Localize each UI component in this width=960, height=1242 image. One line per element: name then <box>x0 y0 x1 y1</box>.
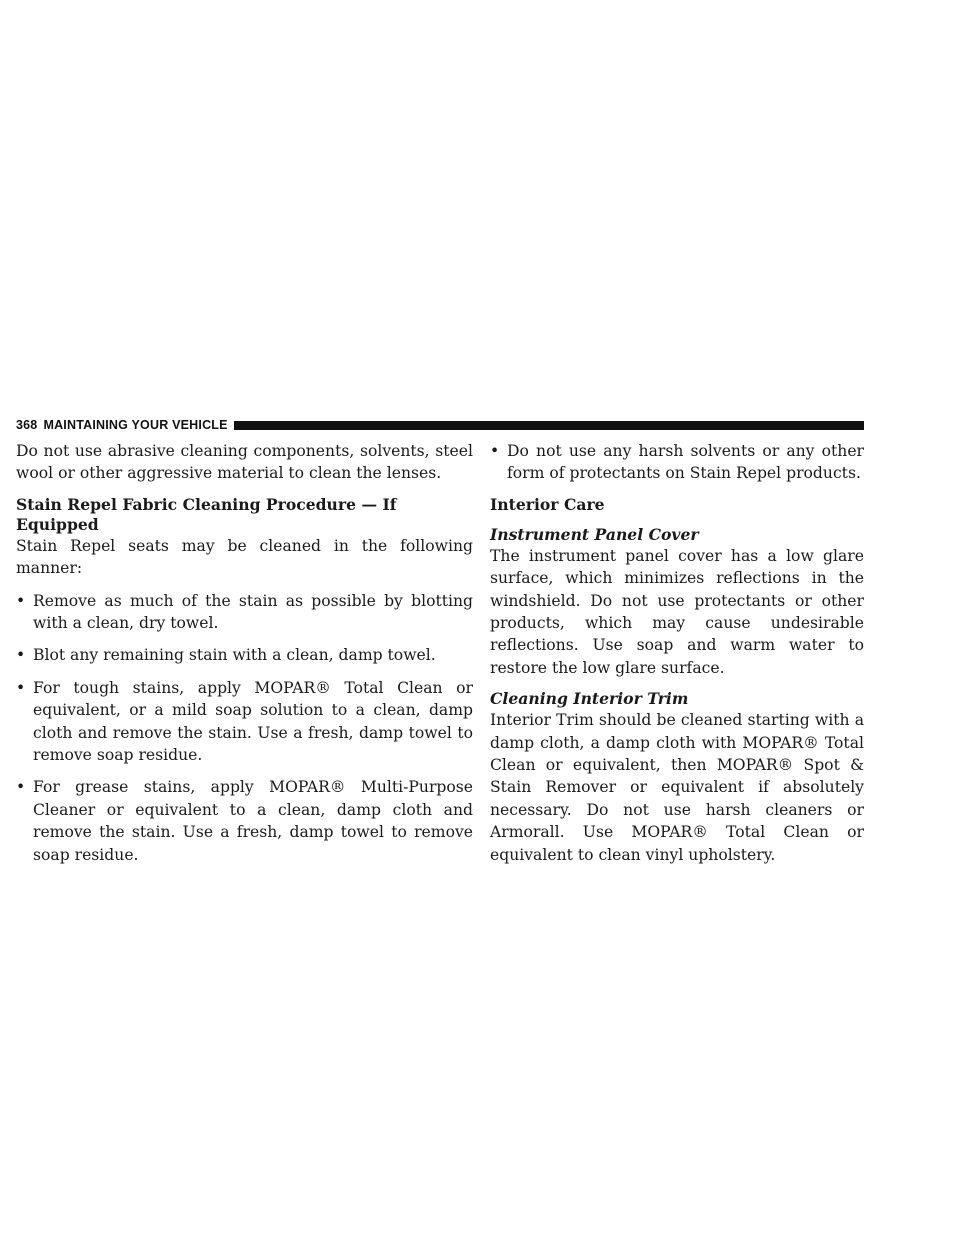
list-item <box>16 776 473 866</box>
list-item-text: For tough stains, apply MOPAR® Total Clean or equivalent, or a mild soap solution to a clean, damp cloth and remove the stain. Use a fresh, damp towel to remove soap residue. <box>33 678 473 765</box>
list-item <box>16 590 473 635</box>
list-item <box>16 677 473 767</box>
stain-repel-list <box>16 590 473 866</box>
bullet-icon: • <box>16 646 26 665</box>
bullet-icon: • <box>16 591 26 610</box>
stain-repel-list-continued <box>490 440 864 485</box>
stain-repel-intro: Stain Repel seats may be cleaned in the following manner: <box>16 536 473 578</box>
list-item-text: Do not use any harsh solvents or any other form of protectants on Stain Repel products. <box>507 442 864 483</box>
bullet-icon: • <box>490 442 500 460</box>
lens-cleaning-paragraph: Do not use abrasive cleaning components, solvents, steel wool or other aggressive material to clean the lenses. <box>16 442 473 483</box>
cleaning-trim-paragraph: Interior Trim should be cleaned starting with a damp cloth, a damp cloth with MOPAR® Total Clean or equivalent, then MOPAR® Spot & Stain Remover or equivalent if absolutely necessary. Do not use harsh cleaners or Armorall. Use MOPAR® Total Clean or equivalent to clean vinyl upholstery. <box>490 711 864 864</box>
list-item <box>16 644 473 666</box>
stain-repel-heading: Stain Repel Fabric Cleaning Procedure — If Equipped <box>16 494 397 534</box>
cleaning-trim-heading: Cleaning Interior Trim <box>490 689 689 709</box>
right-column <box>490 440 864 866</box>
section-title: MAINTAINING YOUR VEHICLE <box>43 418 228 432</box>
page-number: 368 <box>16 418 38 432</box>
page-header <box>16 418 864 432</box>
bullet-icon: • <box>16 678 26 697</box>
bullet-icon: • <box>16 778 26 797</box>
list-item <box>490 440 864 485</box>
left-column <box>16 440 473 866</box>
list-item-text: Blot any remaining stain with a clean, damp towel. <box>33 646 436 665</box>
instrument-panel-heading: Instrument Panel Cover <box>490 524 699 544</box>
list-item-text: For grease stains, apply MOPAR® Multi-Purpose Cleaner or equivalent to a clean, damp cloth and remove the stain. Use a fresh, damp towel to remove soap residue. <box>33 778 473 864</box>
list-item-text: Remove as much of the stain as possible by blotting with a clean, dry towel. <box>33 591 473 633</box>
header-rule <box>234 421 864 430</box>
interior-care-heading: Interior Care <box>490 494 605 514</box>
instrument-panel-paragraph: The instrument panel cover has a low glare surface, which minimizes reflections in the windshield. Do not use protectants or other products, which may cause undesirable reflections. Use soap and warm water to restore the low glare surface. <box>490 546 864 677</box>
